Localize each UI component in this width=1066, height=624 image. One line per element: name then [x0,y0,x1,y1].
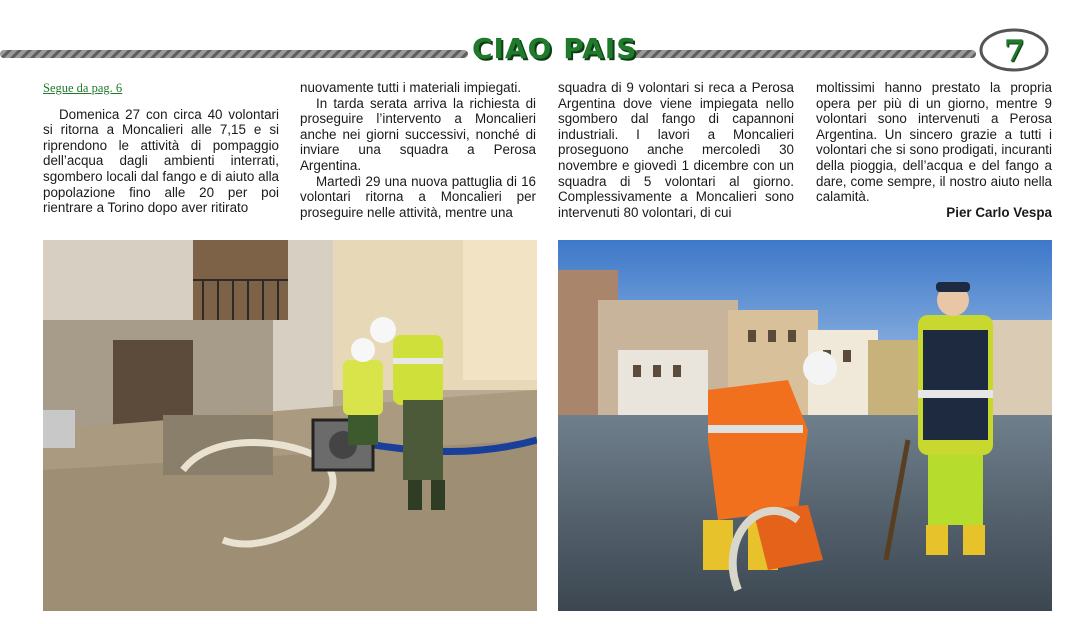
article-column-4 [816,80,1052,220]
page-header [0,0,1066,80]
magazine-title: CIAO PAIS [472,32,638,65]
article-column-3 [558,80,794,220]
paragraph: squadra di 9 volontari si reca a Perosa Argentina dove viene impiegata nello sgombero dal fango di capannoni industriali. I lavori a Moncalieri proseguono anche mercoledì 30 novembre e giovedì 1 dicembre con un squadra di 5 volontari al giorno. Complessivamente a Moncalieri sono intervenuti 80 volontari, di cui [558,80,794,220]
continued-from-link[interactable]: Segue da pag. 6 [43,81,123,95]
page-number: 7 [1004,34,1025,69]
paragraph: nuovamente tutti i materiali impiegati. [300,80,522,95]
paragraph: moltissimi hanno prestato la propria opera per più di un giorno, mentre 9 volontari sono intervenuti a Perosa Argentina. Un sincero grazie a tutti i volontari che si sono prodigati, incuranti della pioggia, dell’acqua e del fango a dare, come sempre, il nostro aiuto nella calamità. [816,80,1052,205]
paragraph: In tarda serata arriva la richiesta di proseguire l’intervento a Moncalieri anche nei giorni successivi, nonché di inviare una squadra a Perosa Argentina. [300,95,536,173]
author-signature: Pier Carlo Vespa [946,204,1052,220]
photo-volunteers-flood [558,240,1052,611]
paragraph: Martedì 29 una nuova pattuglia di 16 volontari ritorna a Moncalieri per proseguire nelle attività, mentre una [300,173,536,220]
article-column-1 [43,80,279,216]
paragraph: Domenica 27 con circa 40 volontari si ritorna a Moncalieri alle 7,15 e si riprendono le attività di pompaggio dell’acqua dagli ambienti interrati, sgombero locali dal fango e di aiuto alla popolazione fino alle 20 per poi rientrare a Torino dopo aver ritirato [43,106,279,216]
photo-volunteers-pumping [43,240,537,611]
article-column-2 [300,80,536,220]
